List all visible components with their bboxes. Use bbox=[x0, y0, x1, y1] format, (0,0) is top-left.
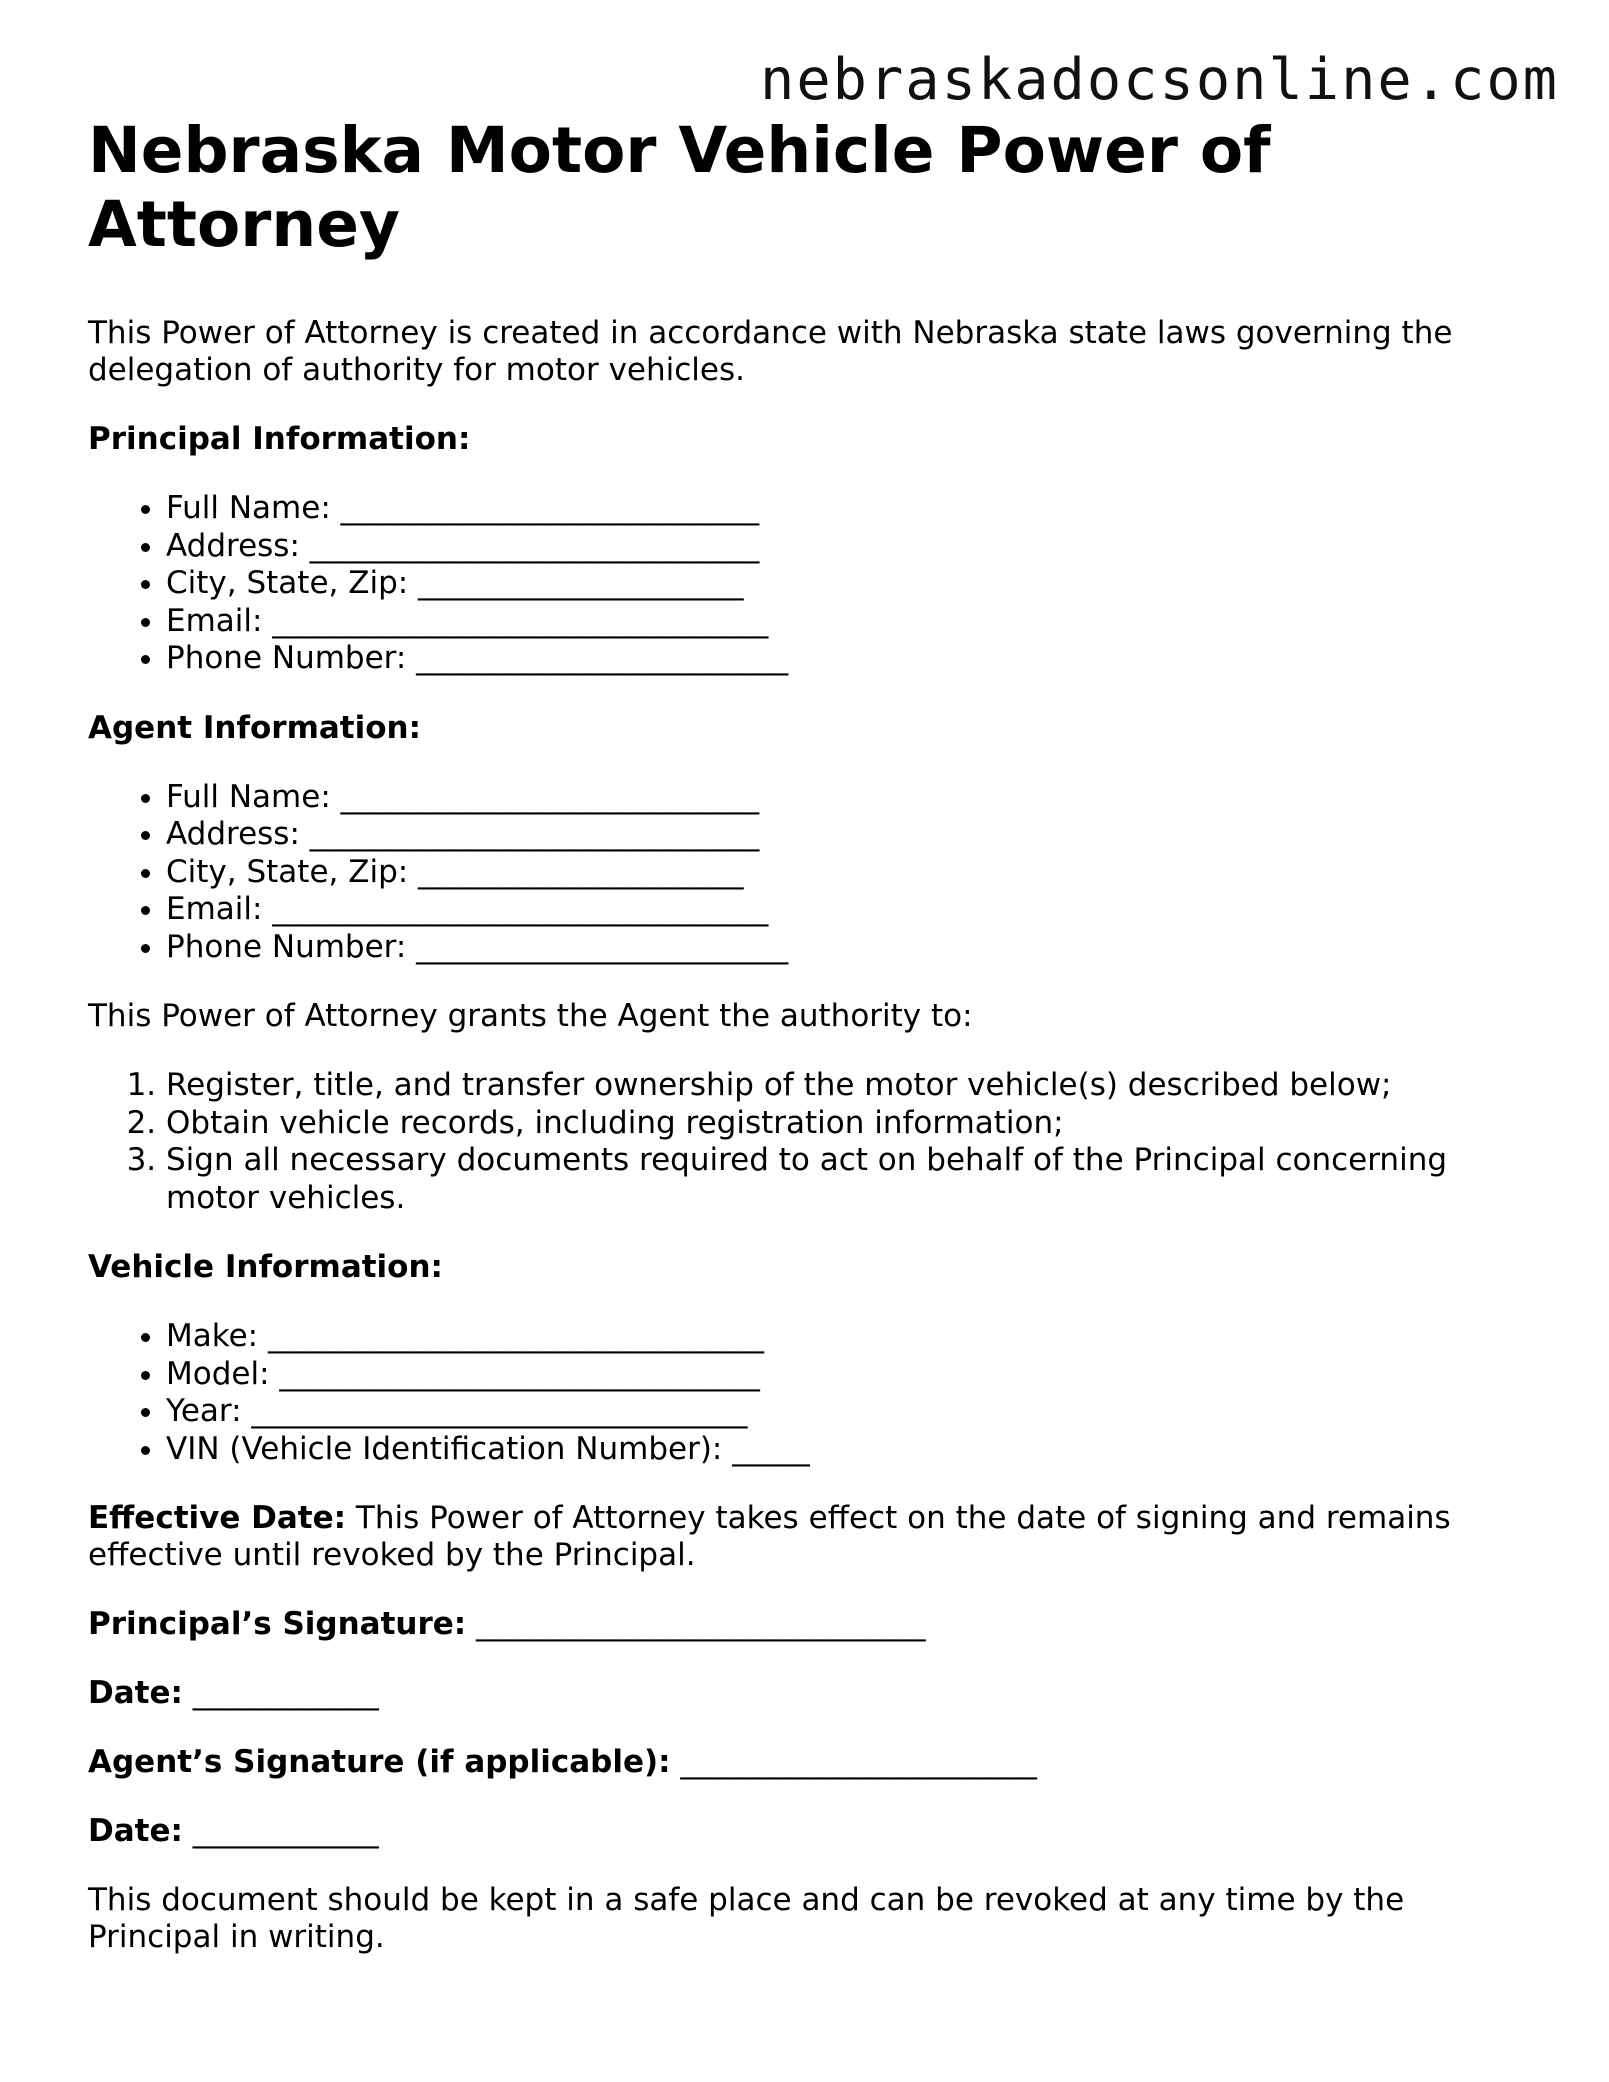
agent-phone-field: • Phone Number: ________________________ bbox=[166, 929, 1548, 967]
effective-date-text: This Power of Attorney takes effect on the date of signing and remains effective until revoked by the Principal. bbox=[88, 1500, 1451, 1573]
intro-paragraph: This Power of Attorney is created in accordance with Nebraska state laws governing the delegation of authority for motor vehicles. bbox=[88, 315, 1453, 388]
authority-list bbox=[88, 1067, 1536, 1217]
document-page bbox=[88, 48, 1548, 1956]
agent-signature-line bbox=[88, 1744, 1548, 1781]
effective-date-label: Effective Date: bbox=[88, 1500, 347, 1536]
vehicle-make-field: • Make: ________________________________ bbox=[166, 1318, 1548, 1356]
agent-address-field: • Address: _____________________________ bbox=[166, 816, 1548, 854]
principal-date-label: Date: bbox=[88, 1675, 183, 1711]
principal-signature-line bbox=[88, 1606, 1548, 1643]
principal-field-list bbox=[88, 490, 1548, 678]
authority-item: 1. Register, title, and transfer ownership of the motor vehicle(s) described below; bbox=[166, 1067, 1536, 1105]
vehicle-year-field: • Year: ________________________________ bbox=[166, 1393, 1548, 1431]
agent-signature-blank: _______________________ bbox=[670, 1744, 1037, 1780]
effective-date-paragraph bbox=[88, 1500, 1528, 1574]
agent-signature-label: Agent’s Signature (if applicable): bbox=[88, 1744, 671, 1780]
principal-heading: Principal Information: bbox=[88, 421, 471, 457]
principal-signature-label: Principal’s Signature: bbox=[88, 1606, 467, 1642]
authority-item: 2. Obtain vehicle records, including registration information; bbox=[166, 1105, 1536, 1143]
principal-full-name-field: • Full Name: ___________________________ bbox=[166, 490, 1548, 528]
vehicle-model-field: • Model: _______________________________ bbox=[166, 1356, 1548, 1394]
agent-email-field: • Email: ________________________________ bbox=[166, 891, 1548, 929]
principal-phone-field: • Phone Number: ________________________ bbox=[166, 640, 1548, 678]
vehicle-heading: Vehicle Information: bbox=[88, 1249, 443, 1285]
closing-paragraph: This document should be kept in a safe place and can be revoked at any time by the Principal in writing. bbox=[88, 1882, 1405, 1955]
agent-date-blank: ____________ bbox=[182, 1813, 379, 1849]
principal-date-blank: ____________ bbox=[182, 1675, 379, 1711]
agent-full-name-field: • Full Name: ___________________________ bbox=[166, 779, 1548, 817]
agent-date-label: Date: bbox=[88, 1813, 183, 1849]
vehicle-field-list bbox=[88, 1318, 1548, 1468]
agent-heading: Agent Information: bbox=[88, 709, 421, 746]
agent-field-list bbox=[88, 779, 1548, 967]
authority-lead: This Power of Attorney grants the Agent the authority to: bbox=[88, 998, 973, 1034]
agent-date-line bbox=[88, 1813, 1548, 1850]
document-title: Nebraska Motor Vehicle Power of Attorney bbox=[88, 114, 1271, 261]
agent-city-state-zip-field: • City, State, Zip: _____________________ bbox=[166, 854, 1548, 892]
principal-date-line bbox=[88, 1675, 1548, 1712]
site-watermark: nebraskadocsonline.com bbox=[760, 47, 1559, 113]
principal-address-field: • Address: _____________________________ bbox=[166, 528, 1548, 566]
principal-email-field: • Email: ________________________________ bbox=[166, 603, 1548, 641]
principal-city-state-zip-field: • City, State, Zip: _____________________ bbox=[166, 565, 1548, 603]
authority-item: 3. Sign all necessary documents required to act on behalf of the Principal concerning motor vehicles. bbox=[166, 1142, 1536, 1217]
vehicle-vin-field: • VIN (Vehicle Identification Number): _____ bbox=[166, 1431, 1548, 1469]
principal-signature-blank: _____________________________ bbox=[466, 1606, 926, 1642]
